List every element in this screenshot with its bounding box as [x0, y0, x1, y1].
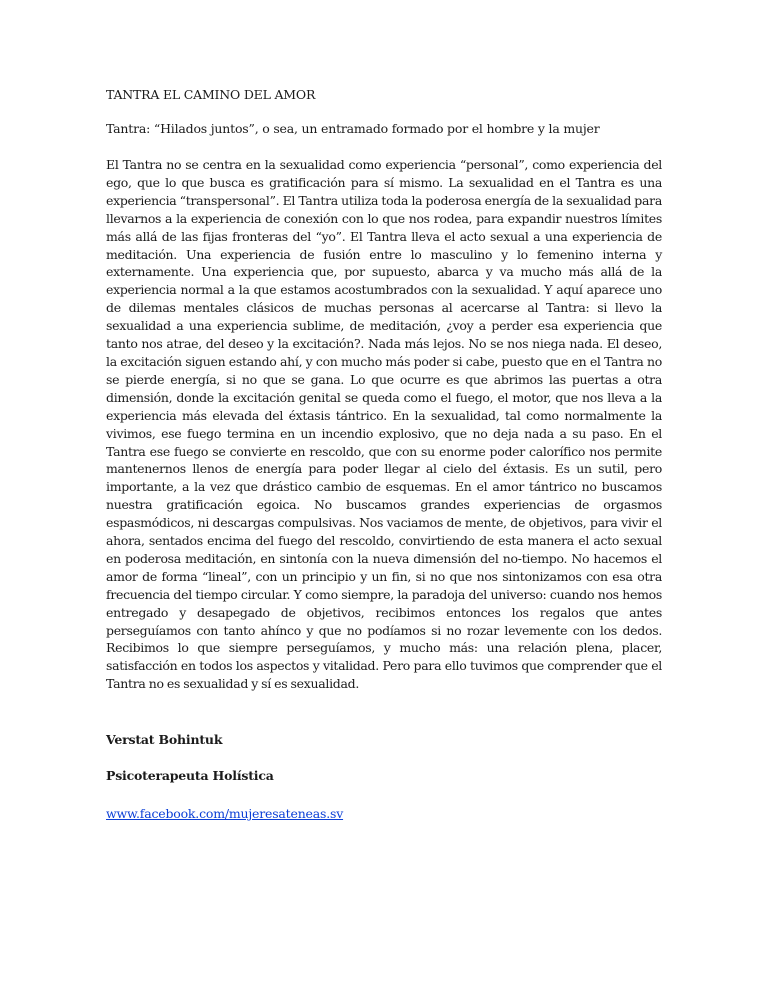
body-paragraph: El Tantra no se centra en la sexualidad como experiencia “personal”, como experiencia del ego, que lo que busca es gratificación para sí mismo. La sexualidad en el Tantra es una experiencia “transpersonal”. El Tantra utiliza toda la poderosa energía de la sexualidad para llevarnos a la experiencia de conexión con lo que nos rodea, para expandir nuestros límites más allá de las fijas fronteras del “yo”. El Tantra lleva el acto sexual a una experiencia de meditación. Una experiencia de fusión entre lo masculino y lo femenino interna y externamente. Una experiencia que, por supuesto, abarca y va mucho más allá de la experiencia normal a la que estamos acostumbrados con la sexualidad. Y aquí aparece uno de dilemas mentales clásicos de muchas personas al acercarse al Tantra: si llevo la sexualidad a una experiencia sublime, de meditación, ¿voy a perder esa experiencia que tanto nos atrae, del deseo y la excitación?. Nada más lejos. No se nos niega nada. El deseo, la excitación siguen estando ahí, y con mucho más poder si cabe, puesto que en el Tantra no se pierde energía, si no que se gana. Lo que ocurre es que abrimos las puertas a otra dimensión, donde la excitación genital se queda como el fuego, el motor, que nos lleva a la experiencia más elevada del éxtasis tántrico. En la sexualidad, tal como normalmente la vivimos, ese fuego termina en un incendio explosivo, que no deja nada a su paso. En el Tantra ese fuego se convierte en rescoldo, que con su enorme poder calorífico nos permite mantenernos llenos de energía para poder llegar al cielo del éxtasis. Es un sutil, pero importante, a la vez que drástico cambio de esquemas. En el amor tántrico no buscamos nuestra gratificación egoica. No buscamos grandes experiencias de orgasmos espasmódicos, ni descargas compulsivas. Nos vaciamos de mente, de objetivos, para vivir el ahora, sentados encima del fuego del rescoldo, convirtiendo de esta manera el acto sexual en poderosa meditación, en sintonía con la nueva dimensión del no-tiempo. No hacemos el amor de forma “lineal”, con un principio y un fin, si no que nos sintonizamos con esa otra frecuencia del tiempo circular. Y como siempre, la paradoja del universo: cuando nos hemos entregado y desapegado de objetivos, recibimos entonces los regalos que antes perseguíamos con tanto ahínco y que no podíamos si no rozar levemente con los dedos. Recibimos lo que siempre perseguíamos, y mucho más: una relación plena, placer, satisfacción en todos los aspectos y vitalidad. Pero para ello tuvimos que comprender que el Tantra no es sexualidad y sí es sexualidad.	[106, 157, 662, 692]
document-page	[106, 86, 662, 823]
signature-block	[106, 731, 662, 823]
author-name: Verstat Bohintuk	[106, 732, 223, 748]
document-subtitle: Tantra: “Hilados juntos”, o sea, un entramado formado por el hombre y la mujer	[106, 121, 600, 136]
document-title: TANTRA EL CAMINO DEL AMOR	[106, 87, 316, 102]
author-role: Psicoterapeuta Holística	[106, 768, 274, 784]
facebook-link[interactable]: www.facebook.com/mujeresateneas.sv	[106, 806, 344, 822]
